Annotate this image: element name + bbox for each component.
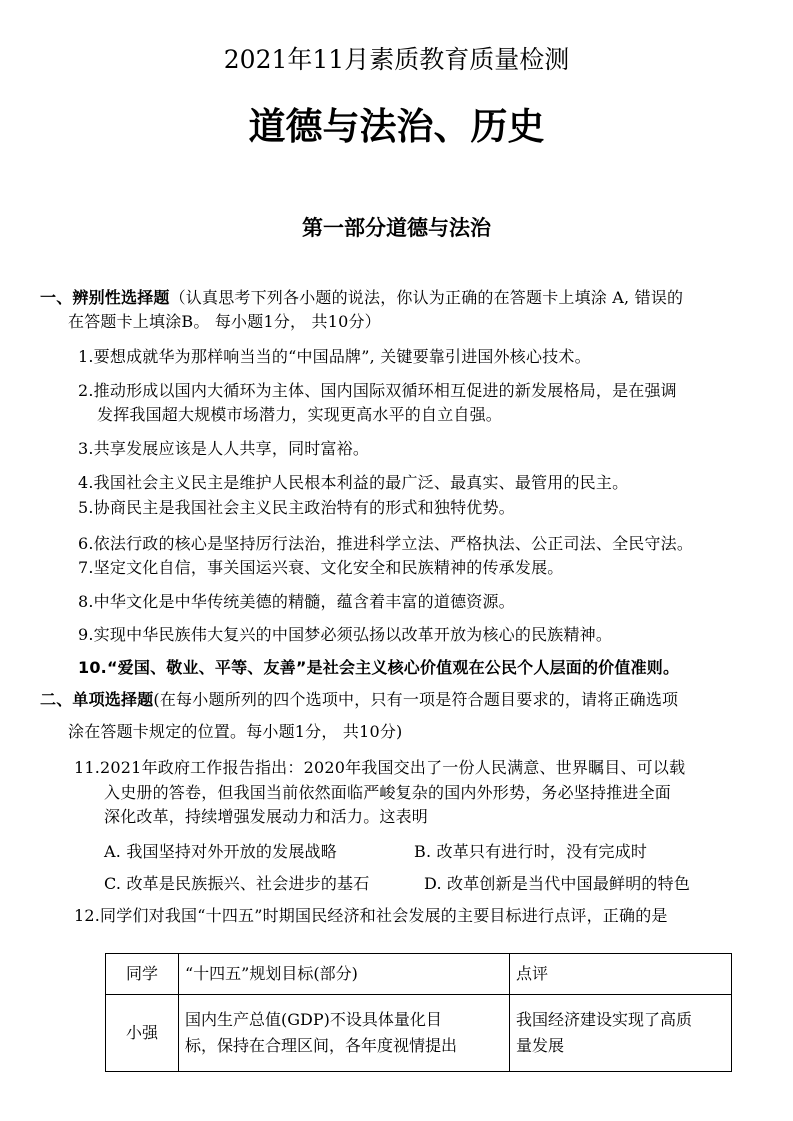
item-text: 要想成就华为那样响当当的“中国品牌”, 关键要靠引进国外核心技术。	[93, 347, 591, 366]
comment-line: 我国经济建设实现了高质	[516, 1010, 693, 1029]
item-text: 共享发展应该是人人共享，同时富裕。	[93, 439, 370, 458]
section2-note-cont: 涂在答题卡规定的位置。每小题1分， 共10分)	[68, 722, 403, 741]
comment-line: 量发展	[516, 1036, 565, 1055]
item-number: 7.	[78, 558, 94, 577]
section1-note-cont: 在答题卡上填涂B。 每小题1分， 共10分）	[68, 312, 381, 331]
exam-title: 2021年11月素质教育质量检测	[223, 45, 570, 74]
item-text: “爱国、敬业、平等、友善”是社会主义核心价值观在公民个人层面的价值准则。	[106, 658, 680, 677]
item-number: 2.	[78, 381, 94, 400]
list-item	[78, 624, 612, 646]
item-number: 4.	[78, 473, 94, 492]
section1-heading-line	[40, 287, 683, 309]
table-cell-goal	[179, 995, 510, 1072]
section2-note: (在每小题所列的四个选项中，只有一项是符合题目要求的，请将正确选项	[153, 690, 679, 709]
item-text: 坚定文化自信，事关国运兴衰、文化安全和民族精神的传承发展。	[93, 558, 564, 577]
question-stem-cont: 深化改革，持续增强发展动力和活力。这表明	[104, 807, 429, 826]
question-number: 11.	[74, 758, 101, 777]
goal-line: 标，保持在合理区间，各年度视情提出	[185, 1036, 458, 1055]
item-text: 中华文化是中华传统美德的精髓，蕴含着丰富的道德资源。	[93, 592, 515, 611]
question-12	[74, 905, 668, 927]
table-cell-comment	[510, 995, 732, 1072]
item-number: 3.	[78, 439, 94, 458]
option-d: D. 改革创新是当代中国最鲜明的特色	[424, 874, 691, 893]
question-11	[74, 757, 685, 779]
list-item	[78, 497, 515, 519]
table-header: “十四五”规划目标(部分)	[179, 954, 510, 995]
question-stem-cont: 入史册的答卷，但我国当前依然面临严峻复杂的国内外形势，务必坚持推进全面	[104, 783, 672, 802]
evaluation-table	[105, 953, 732, 1072]
table-header: 点评	[510, 954, 732, 995]
section2-heading: 二、单项选择题	[40, 690, 154, 709]
item-number: 8.	[78, 592, 94, 611]
item-text: 推动形成以国内大循环为主体、国内国际双循环相互促进的新发展格局，是在强调	[93, 381, 677, 400]
list-item	[78, 657, 679, 679]
option-c: C. 改革是民族振兴、社会进步的基石	[104, 874, 370, 893]
list-item	[78, 533, 693, 555]
list-item	[78, 591, 515, 613]
subject-title: 道德与法治、历史	[248, 105, 545, 148]
list-item	[78, 438, 369, 460]
item-text: 我国社会主义民主是维护人民根本利益的最广泛、最真实、最管用的民主。	[93, 473, 629, 492]
option-a: A. 我国坚持对外开放的发展战略	[104, 842, 337, 861]
question-number: 12.	[74, 906, 101, 925]
table-header-row	[106, 954, 732, 995]
section2-heading-line	[40, 689, 678, 711]
item-text: 协商民主是我国社会主义民主政治特有的形式和独特优势。	[93, 498, 515, 517]
item-number: 5.	[78, 498, 94, 517]
section1-note: （认真思考下列各小题的说法，你认为正确的在答题卡上填涂 A, 错误的	[169, 288, 684, 307]
goal-line: 国内生产总值(GDP)不设具体量化目	[185, 1010, 442, 1029]
item-text: 实现中华民族伟大复兴的中国梦必须弘扬以改革开放为核心的民族精神。	[93, 625, 613, 644]
option-b: B. 改革只有进行时，没有完成时	[414, 842, 648, 861]
item-number: 6.	[78, 534, 94, 553]
list-item	[78, 346, 591, 368]
list-item	[78, 380, 677, 402]
question-stem: 同学们对我国“十四五”时期国民经济和社会发展的主要目标进行点评，正确的是	[100, 906, 668, 925]
item-number: 10.	[78, 658, 107, 677]
table-row	[106, 995, 732, 1072]
table-cell-student: 小强	[106, 995, 179, 1072]
table-header: 同学	[106, 954, 179, 995]
list-item	[78, 557, 563, 579]
item-text: 依法行政的核心是坚持厉行法治，推进科学立法、严格执法、公正司法、全民守法。	[93, 534, 694, 553]
section1-heading: 一、辨别性选择题	[40, 288, 170, 307]
item-number: 1.	[78, 347, 94, 366]
list-item	[78, 472, 628, 494]
item-number: 9.	[78, 625, 94, 644]
part-title: 第一部分道德与法治	[302, 216, 491, 240]
item-text-cont: 发挥我国超大规模市场潜力，实现更高水平的自立自强。	[97, 405, 503, 424]
question-stem: 2021年政府工作报告指出：2020年我国交出了一份人民满意、世界瞩目、可以载	[100, 758, 686, 777]
